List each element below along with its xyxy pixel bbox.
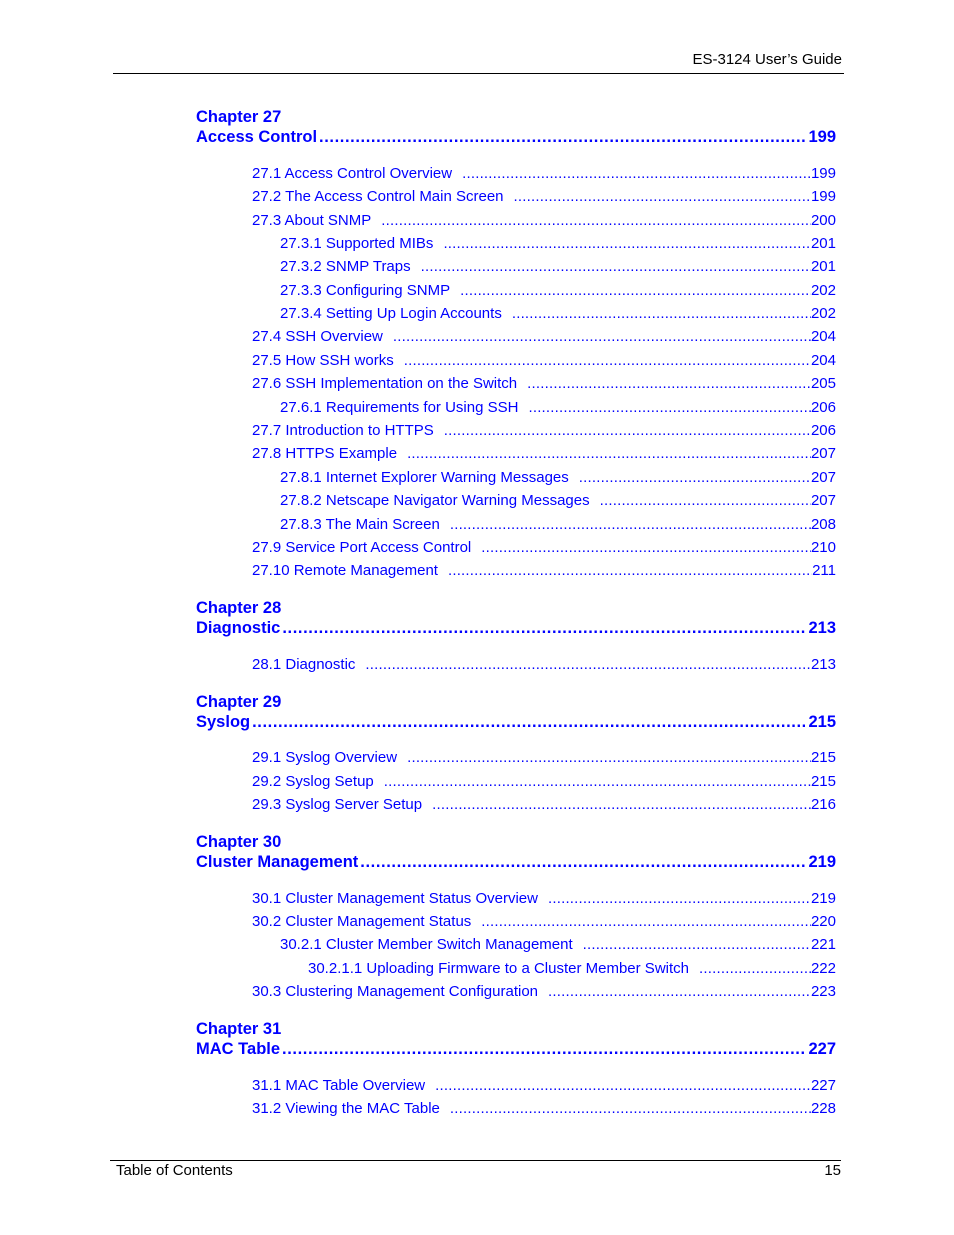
chapter-number: Chapter 28 <box>196 599 282 617</box>
chapter-29-heading[interactable] <box>196 692 836 732</box>
toc-entry[interactable]: 27.4 SSH Overview ..... 204 <box>252 328 836 346</box>
toc-entry[interactable]: 27.8.2 Netscape Navigator Warning Messages ..... 207 <box>280 492 836 510</box>
toc-entry[interactable]: 27.3.3 Configuring SNMP ..... 202 <box>280 282 836 300</box>
chapter-title: Syslog <box>196 713 251 731</box>
chapter-title: Cluster Management <box>196 853 359 871</box>
toc-entry[interactable]: 29.1 Syslog Overview ..... 215 <box>252 749 836 767</box>
chapter-31-heading[interactable] <box>196 1019 836 1059</box>
toc-entry[interactable]: 27.8.3 The Main Screen ..... 208 <box>280 516 836 534</box>
chapter-title: MAC Table <box>196 1040 281 1058</box>
chapter-page: 213 <box>808 619 836 637</box>
footer-divider <box>110 1160 841 1161</box>
chapter-page: 215 <box>808 713 836 731</box>
chapter-number: Chapter 31 <box>196 1020 282 1038</box>
toc-entry[interactable]: 27.3.4 Setting Up Login Accounts ..... 202 <box>280 305 836 323</box>
toc-entry[interactable]: 30.2.1.1 Uploading Firmware to a Cluster Member Switch ..... 222 <box>308 960 836 978</box>
toc-entry[interactable]: 27.9 Service Port Access Control ..... 210 <box>252 539 836 557</box>
chapter-page: 227 <box>808 1040 836 1058</box>
toc-entry[interactable]: 30.3 Clustering Management Configuration ..... 223 <box>252 983 836 1001</box>
chapter-number: Chapter 30 <box>196 833 282 851</box>
toc-entry[interactable]: 30.1 Cluster Management Status Overview ..... 219 <box>252 890 836 908</box>
toc-entry[interactable]: 27.1 Access Control Overview ..... 199 <box>252 165 836 183</box>
toc-entry[interactable]: 29.2 Syslog Setup ..... 215 <box>252 773 836 791</box>
toc-entry[interactable]: 27.6 SSH Implementation on the Switch ..... 205 <box>252 375 836 393</box>
toc-entry[interactable]: 27.10 Remote Management ..... 211 <box>252 562 836 580</box>
toc-entry[interactable]: 27.7 Introduction to HTTPS ..... 206 <box>252 422 836 440</box>
toc-entry[interactable]: 27.5 How SSH works ..... 204 <box>252 352 836 370</box>
toc-entry[interactable]: 28.1 Diagnostic ..... 213 <box>252 656 836 674</box>
toc-entry[interactable]: 27.8.1 Internet Explorer Warning Messages ..... 207 <box>280 469 836 487</box>
toc-entry[interactable]: 27.8 HTTPS Example ..... 207 <box>252 445 836 463</box>
toc-entry[interactable]: 27.3.2 SNMP Traps ..... 201 <box>280 258 836 276</box>
chapter-number: Chapter 27 <box>196 108 282 126</box>
toc-entry[interactable]: 31.2 Viewing the MAC Table ..... 228 <box>252 1100 836 1118</box>
toc-entry[interactable]: 29.3 Syslog Server Setup ..... 216 <box>252 796 836 814</box>
toc-entry[interactable]: 30.2.1 Cluster Member Switch Management ..... 221 <box>280 936 836 954</box>
chapter-30-heading[interactable] <box>196 832 836 872</box>
toc-entry[interactable]: 30.2 Cluster Management Status ..... 220 <box>252 913 836 931</box>
chapter-28-heading[interactable] <box>196 598 836 638</box>
toc-entry[interactable]: 27.3.1 Supported MIBs ..... 201 <box>280 235 836 253</box>
chapter-number: Chapter 29 <box>196 693 282 711</box>
chapter-title: Access Control <box>196 128 318 146</box>
toc-entry[interactable]: 27.6.1 Requirements for Using SSH ..... 206 <box>280 399 836 417</box>
chapter-page: 199 <box>808 128 836 146</box>
header-divider <box>113 73 844 74</box>
page-number: 15 <box>824 1162 841 1179</box>
chapter-page: 219 <box>808 853 836 871</box>
toc-entry[interactable]: 31.1 MAC Table Overview ..... 227 <box>252 1077 836 1095</box>
footer-section-name: Table of Contents <box>116 1162 233 1179</box>
chapter-title: Diagnostic <box>196 619 281 637</box>
toc-entry[interactable]: 27.3 About SNMP ..... 200 <box>252 212 836 230</box>
document-title: ES-3124 User’s Guide <box>692 51 842 68</box>
chapter-27-heading[interactable] <box>196 107 836 147</box>
toc-entry[interactable]: 27.2 The Access Control Main Screen ..... 199 <box>252 188 836 206</box>
